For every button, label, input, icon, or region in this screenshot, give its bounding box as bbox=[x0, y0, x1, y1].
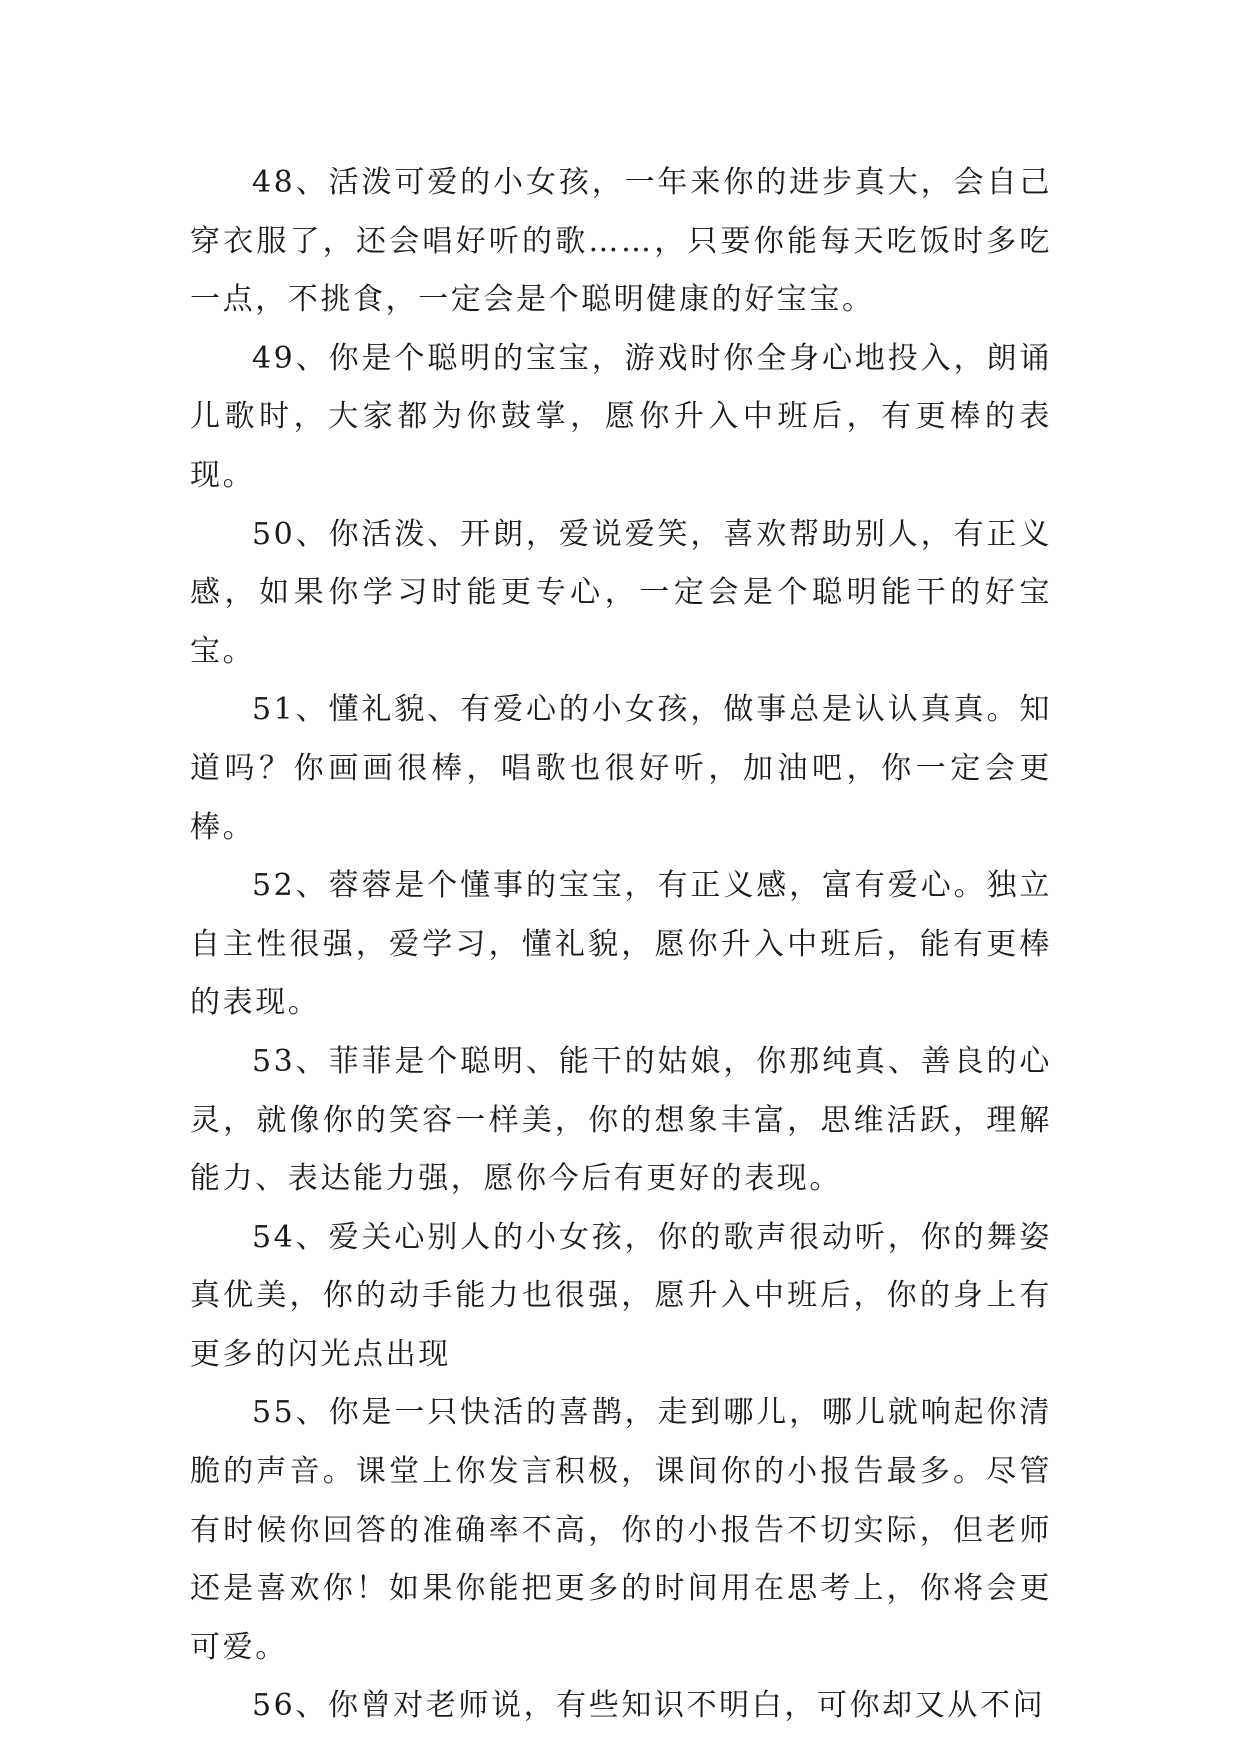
comment-paragraph-55: 55、你是一只快活的喜鹊，走到哪儿，哪儿就响起你清脆的声音。课堂上你发言积极，课间你的小报告最多。尽管有时候你回答的准确率不高，你的小报告不切实际，但老师还是喜欢你！如果你能把更多的时间用在思考上，你将会更可爱。 bbox=[190, 1395, 1052, 1665]
comment-paragraph-48: 48、活泼可爱的小女孩，一年来你的进步真大，会自己穿衣服了，还会唱好听的歌……，只要你能每天吃饭时多吃一点，不挑食，一定会是个聪明健康的好宝宝。 bbox=[190, 165, 1052, 318]
comment-paragraph-50: 50、你活泼、开朗，爱说爱笑，喜欢帮助别人，有正义感，如果你学习时能更专心，一定会是个聪明能干的好宝宝。 bbox=[190, 516, 1052, 669]
comment-paragraph-52: 52、蓉蓉是个懂事的宝宝，有正义感，富有爱心。独立自主性很强，爱学习，懂礼貌，愿你升入中班后，能有更棒的表现。 bbox=[190, 868, 1052, 1021]
comment-paragraph-49: 49、你是个聪明的宝宝，游戏时你全身心地投入，朗诵儿歌时，大家都为你鼓掌，愿你升入中班后，有更棒的表现。 bbox=[190, 340, 1052, 493]
document-body bbox=[190, 154, 1052, 1736]
comment-paragraph-53: 53、菲菲是个聪明、能干的姑娘，你那纯真、善良的心灵，就像你的笑容一样美，你的想象丰富，思维活跃，理解能力、表达能力强，愿你今后有更好的表现。 bbox=[190, 1043, 1052, 1197]
comment-paragraph-56: 56、你曾对老师说，有些知识不明白，可你却又从不问 bbox=[252, 1688, 1046, 1724]
comment-paragraph-54: 54、爱关心别人的小女孩，你的歌声很动听，你的舞姿真优美，你的动手能力也很强，愿升入中班后，你的身上有更多的闪光点出现 bbox=[190, 1219, 1052, 1372]
comment-paragraph-51: 51、懂礼貌、有爱心的小女孩，做事总是认认真真。知道吗？你画画很棒，唱歌也很好听，加油吧，你一定会更棒。 bbox=[190, 692, 1052, 845]
